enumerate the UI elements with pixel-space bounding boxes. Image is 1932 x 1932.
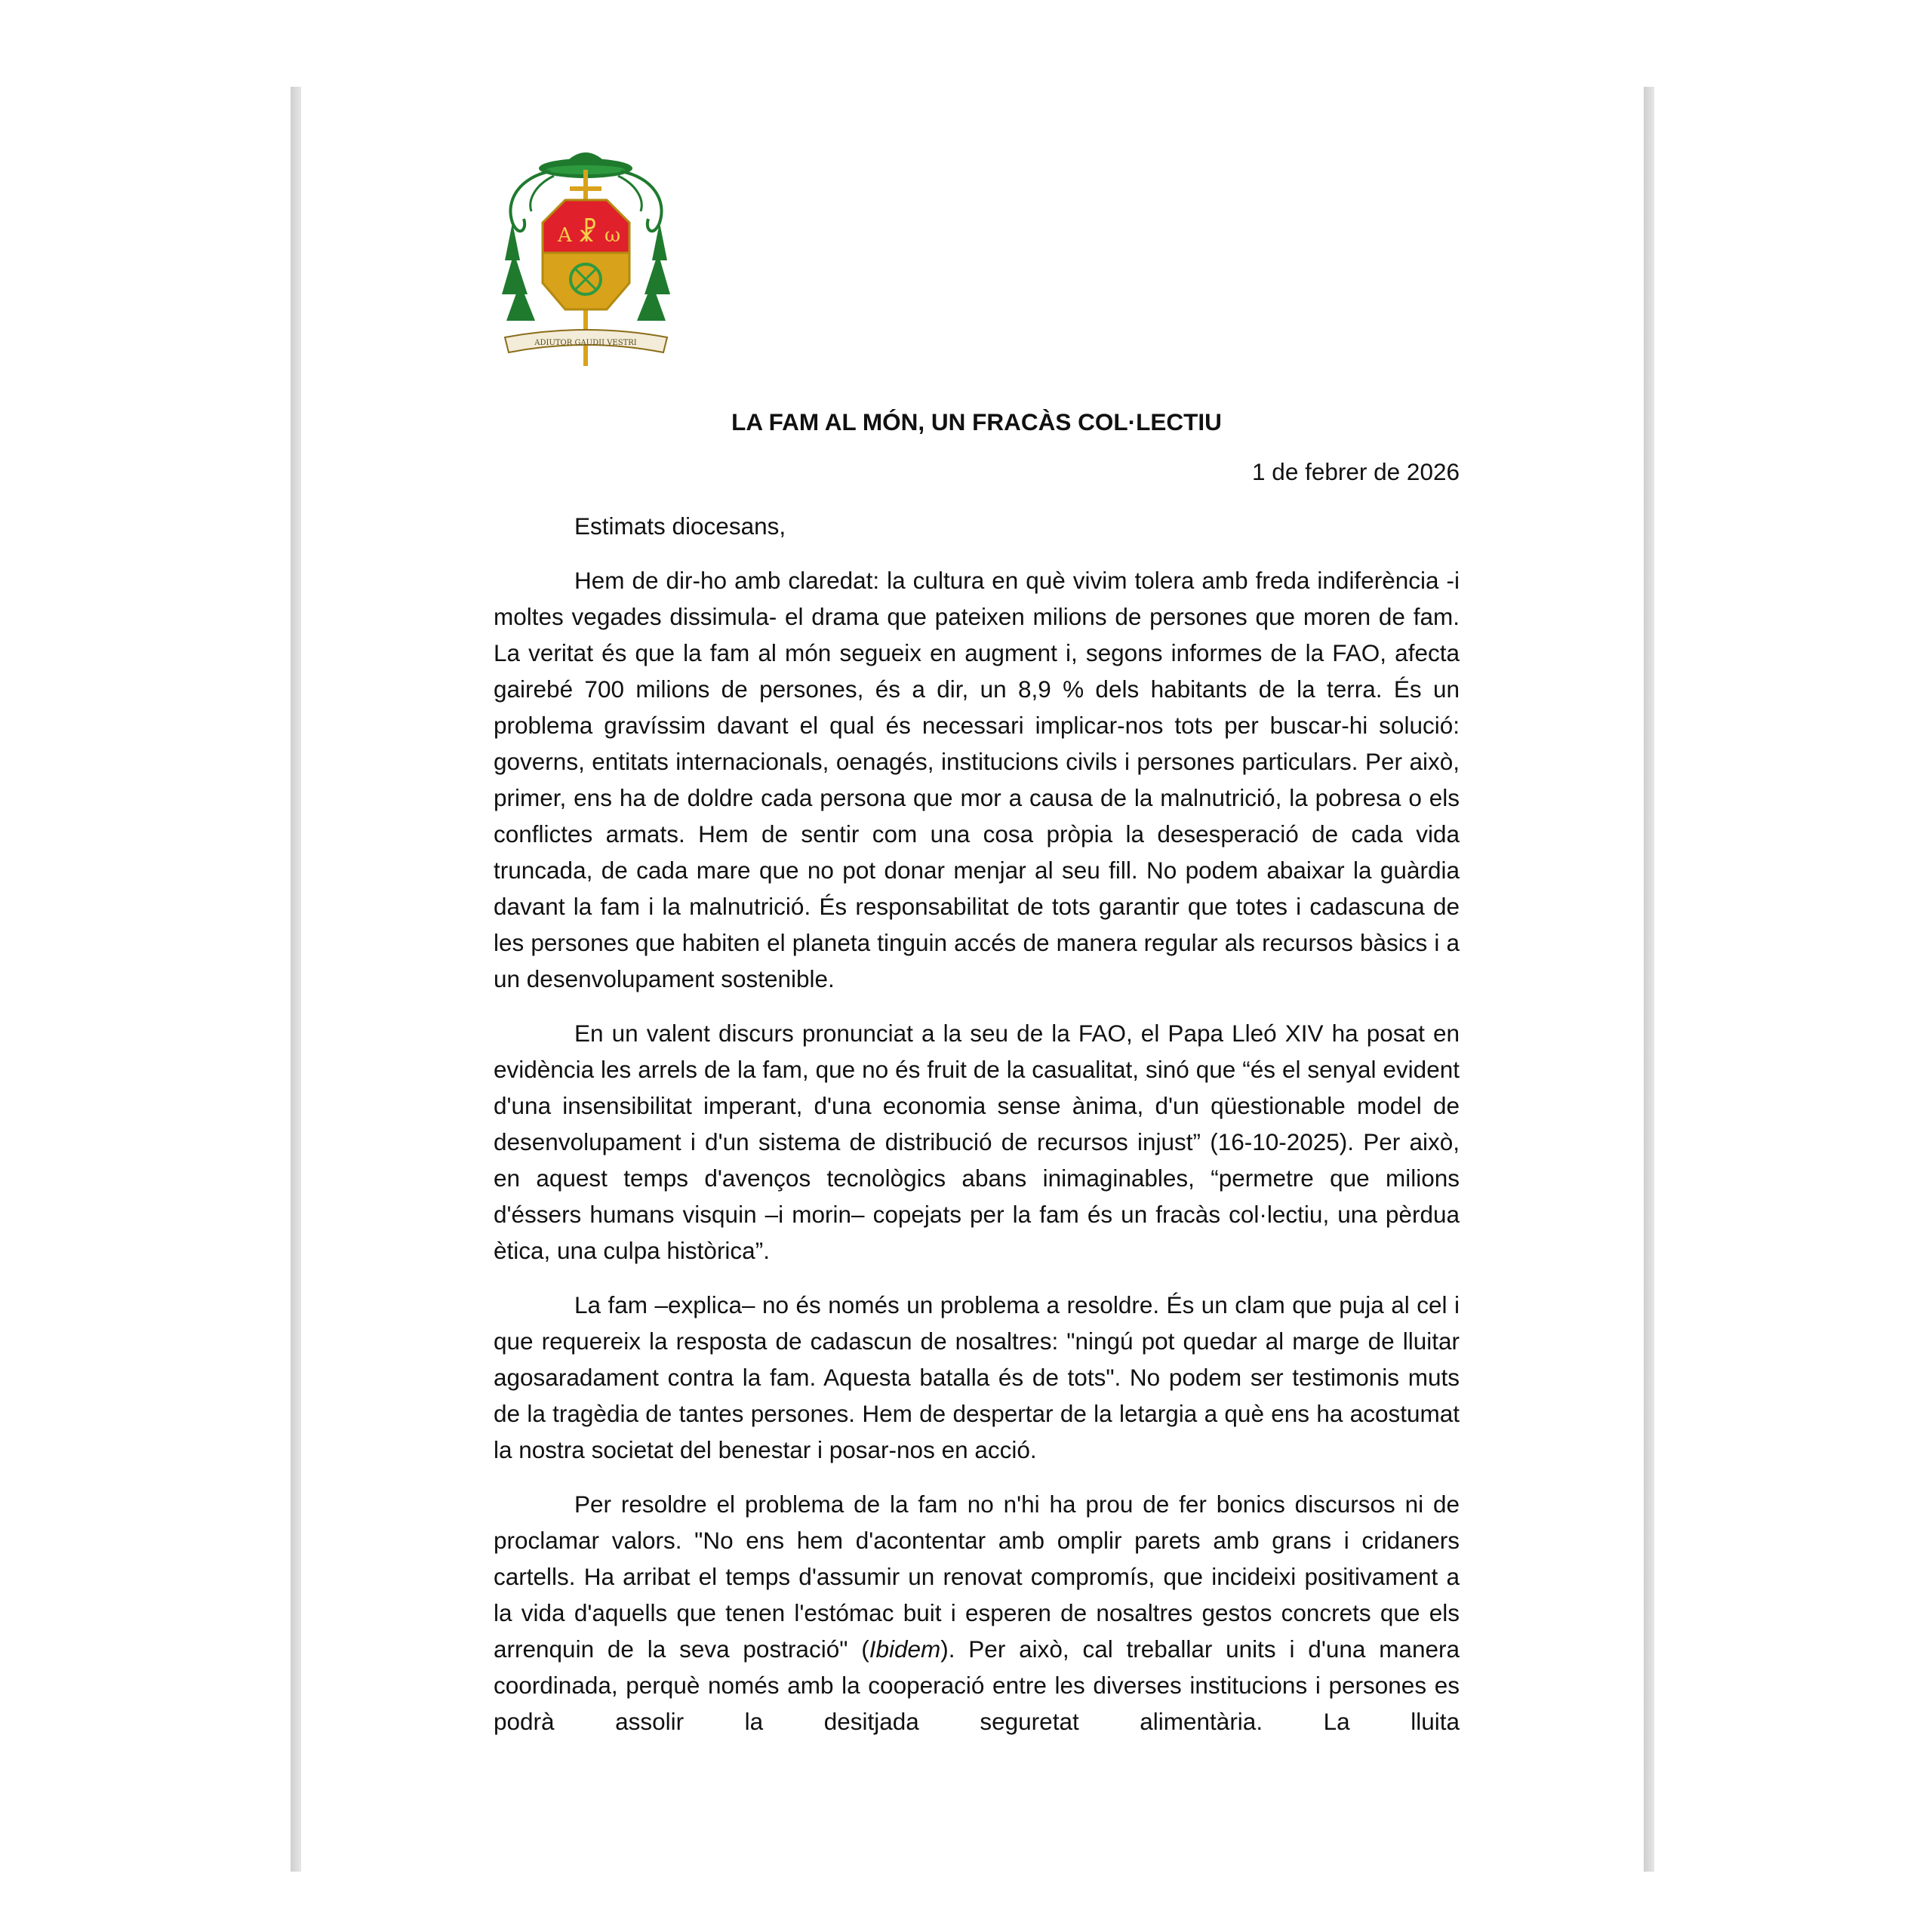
episcopal-coat-of-arms [497, 140, 675, 374]
paragraph-4-text-start: Per resoldre el problema de la fam no n'hi ha prou de fer bonics discursos ni de proclamar valors. "No ens hem d'acontentar amb omplir parets amb grans i cridaners cartells. Ha arribat el temps d'assumir un renovat compromís, que incideixi positivament a la vida d'aquells que tenen l'estómac buit i esperen de nosaltres gestos concrets que els arrenquin de la seva postració" ( [494, 1491, 1460, 1663]
page-left-edge [291, 87, 301, 1872]
svg-text:ω: ω [605, 224, 621, 247]
svg-text:A: A [558, 224, 572, 247]
paragraph-1: Hem de dir-ho amb claredat: la cultura en què vivim tolera amb freda indiferència -i moltes vegades dissimula- el drama que pateixen milions de persones que moren de fam. La veritat és que la fam al món segueix en augment i, segons informes de la FAO, afecta gairebé 700 milions de persones, és a dir, un 8,9 % dels habitants de la terra. És un problema gravíssim davant el qual és necessari implicar-nos tots per buscar-hi solució: governs, entitats internacionals, oenagés, institucions civils i persones particulars. Per això, primer, ens ha de doldre cada persona que mor a causa de la malnutrició, la pobresa o els conflictes armats. Hem de sentir com una cosa pròpia la desesperació de cada vida truncada, de cada mare que no pot donar menjar al seu fill. No podem abaixar la guàrdia davant la fam i la malnutrició. És responsabilitat de tots garantir que totes i cadascuna de les persones que habiten el planeta tinguin accés de manera regular als recursos bàsics i a un desenvolupament sostenible. [494, 567, 1460, 992]
letter-greeting: Estimats diocesans, [574, 512, 786, 540]
paragraph-2: En un valent discurs pronunciat a la seu de la FAO, el Papa Lleó XIV ha posat en evidència les arrels de la fam, que no és fruit de la casualitat, sinó que “és el senyal evident d'una insensibilitat imperant, d'una economia sense ànima, d'un qüestionable model de desenvolupament i d'un sistema de distribució de recursos injust” (16-10-2025). Per això, en aquest temps d'avenços tecnològics abans inimaginables, “permetre que milions d'éssers humans visquin –i morin– copejats per la fam és un fracàs col·lectiu, una pèrdua ètica, una culpa històrica”. [494, 1020, 1460, 1264]
paragraph-3: La fam –explica– no és només un problema a resoldre. És un clam que puja al cel i que requereix la resposta de cadascun de nosaltres: "ningú pot quedar al marge de lluitar agosaradament contra la fam. Aquesta batalla és de tots". No podem ser testimonis muts de la tragèdia de tantes persones. Hem de despertar de la letargia a què ens ha acostumat la nostra societat del benestar i posar-nos en acció. [494, 1291, 1460, 1463]
citation-ibidem: Ibidem [869, 1635, 941, 1663]
svg-text:☧: ☧ [577, 218, 598, 248]
letter-date: 1 de febrer de 2026 [1252, 458, 1460, 485]
paragraph-4-text-end: ). Per això, cal treballar units i d'una manera coordinada, perquè només amb la cooperació entre les diverses institucions i persones es podrà assolir la desitjada seguretat alimentària. La lluita [494, 1635, 1460, 1735]
page-right-edge [1644, 87, 1654, 1872]
paragraph-4 [494, 1486, 1460, 1740]
letter-body [494, 404, 1460, 1758]
document-page [301, 87, 1644, 1872]
letter-title: LA FAM AL MÓN, UN FRACÀS COL·LECTIU [731, 408, 1222, 435]
svg-text:ADIUTOR GAUDII VESTRI: ADIUTOR GAUDII VESTRI [534, 339, 637, 347]
